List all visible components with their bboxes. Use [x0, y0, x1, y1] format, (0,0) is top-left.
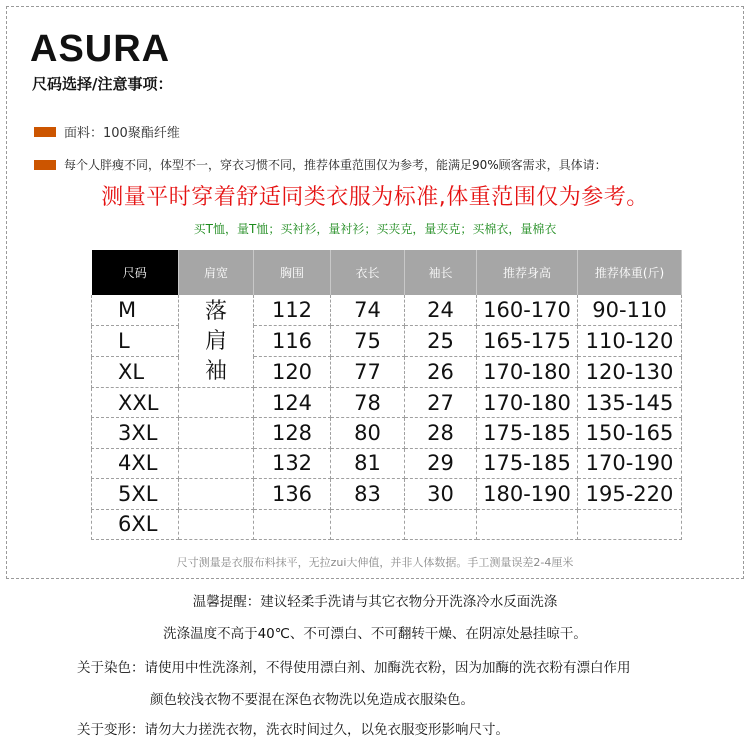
fabric-row — [34, 122, 180, 141]
cell-length: 81 — [331, 448, 405, 478]
cell-size: 5XL — [92, 479, 179, 509]
table-row — [92, 295, 682, 326]
body-note-row — [34, 156, 607, 173]
cell-sleeve: 28 — [405, 418, 477, 448]
cell-height: 175-185 — [477, 448, 578, 478]
cell-chest: 132 — [254, 448, 331, 478]
header-height: 推荐身高 — [477, 250, 578, 295]
cell-size: XL — [92, 357, 179, 388]
cell-length — [331, 509, 405, 539]
care-dye-note: 颜色较浅衣物不要混在深色衣物洗以免造成衣服染色。 — [150, 692, 474, 708]
cell-chest: 116 — [254, 326, 331, 357]
fabric-text: 面料：100聚酯纤维 — [64, 126, 180, 141]
table-header-row — [92, 250, 682, 295]
header-chest: 胸围 — [254, 250, 331, 295]
cell-height: 180-190 — [477, 479, 578, 509]
cell-shoulder — [179, 295, 254, 388]
cell-height: 170-180 — [477, 388, 578, 418]
cell-sleeve: 24 — [405, 295, 477, 326]
brand-logo: ASURA — [30, 28, 171, 70]
cell-length: 77 — [331, 357, 405, 388]
cell-chest: 136 — [254, 479, 331, 509]
cell-shoulder — [179, 418, 254, 448]
cell-size: L — [92, 326, 179, 357]
cell-shoulder — [179, 448, 254, 478]
cell-weight: 110-120 — [578, 326, 682, 357]
cell-length: 74 — [331, 295, 405, 326]
cell-sleeve — [405, 509, 477, 539]
care-reminder: 温馨提醒：建议轻柔手洗请与其它衣物分开洗涤冷水反面洗涤 — [192, 594, 558, 610]
cell-height: 175-185 — [477, 418, 578, 448]
cell-weight: 195-220 — [578, 479, 682, 509]
shoulder-char: 落 — [204, 299, 227, 324]
cell-height: 165-175 — [477, 326, 578, 357]
header-shoulder: 肩宽 — [179, 250, 254, 295]
shoulder-char: 肩 — [204, 329, 227, 354]
cell-weight: 135-145 — [578, 388, 682, 418]
cell-sleeve: 30 — [405, 479, 477, 509]
cell-length: 80 — [331, 418, 405, 448]
cell-height: 170-180 — [477, 357, 578, 388]
cell-height: 160-170 — [477, 295, 578, 326]
cell-sleeve: 25 — [405, 326, 477, 357]
cell-length: 75 — [331, 326, 405, 357]
body-note-text: 每个人胖瘦不同，体型不一，穿衣习惯不同，推荐体重范围仅为参考，能满足90%顾客需求，具体请： — [64, 158, 607, 172]
care-dye: 关于染色：请使用中性洗涤剂，不得使用漂白剂、加酶洗衣粉，因为加酶的洗衣粉有漂白作用 — [77, 660, 631, 676]
cell-chest: 128 — [254, 418, 331, 448]
table-row — [92, 509, 682, 539]
cell-sleeve: 27 — [405, 388, 477, 418]
cell-weight — [578, 509, 682, 539]
cell-size: M — [92, 295, 179, 326]
header-size: 尺码 — [92, 250, 179, 295]
cell-size: XXL — [92, 388, 179, 418]
table-row — [92, 388, 682, 418]
care-deform: 关于变形：请勿大力搓洗衣物，洗衣时间过久，以免衣服变形影响尺寸。 — [77, 722, 509, 738]
cell-size: 3XL — [92, 418, 179, 448]
cell-chest: 124 — [254, 388, 331, 418]
table-row — [92, 479, 682, 509]
cell-chest: 112 — [254, 295, 331, 326]
table-row — [92, 418, 682, 448]
shoulder-char: 袖 — [204, 359, 227, 384]
cell-size: 6XL — [92, 509, 179, 539]
cell-weight: 170-190 — [578, 448, 682, 478]
cell-weight: 150-165 — [578, 418, 682, 448]
cell-shoulder — [179, 388, 254, 418]
measurement-footnote: 尺寸测量是衣服布料抹平，无拉zui大伸值，并非人体数据。手工测量误差2-4厘米 — [176, 556, 574, 569]
header-sleeve: 袖长 — [405, 250, 477, 295]
cell-weight: 90-110 — [578, 295, 682, 326]
cell-sleeve: 26 — [405, 357, 477, 388]
orange-bullet-icon — [34, 160, 56, 170]
cell-weight: 120-130 — [578, 357, 682, 388]
cell-shoulder — [179, 479, 254, 509]
cell-size: 4XL — [92, 448, 179, 478]
cell-shoulder — [179, 509, 254, 539]
header-weight: 推荐体重(斤) — [578, 250, 682, 295]
cell-chest — [254, 509, 331, 539]
care-temperature: 洗涤温度不高于40℃、不可漂白、不可翻转干燥、在阴凉处悬挂晾干。 — [163, 626, 587, 642]
measure-tip: 买T恤，量T恤；买衬衫，量衬衫；买夹克，量夹克；买棉衣，量棉衣 — [193, 222, 557, 236]
header-length: 衣长 — [331, 250, 405, 295]
cell-sleeve: 29 — [405, 448, 477, 478]
size-table — [91, 250, 682, 540]
highlight-note: 测量平时穿着舒适同类衣服为标准,体重范围仅为参考。 — [101, 185, 649, 210]
cell-height — [477, 509, 578, 539]
table-row — [92, 448, 682, 478]
cell-length: 78 — [331, 388, 405, 418]
cell-length: 83 — [331, 479, 405, 509]
section-title: 尺码选择/注意事项： — [32, 75, 173, 93]
orange-bullet-icon — [34, 127, 56, 137]
cell-chest: 120 — [254, 357, 331, 388]
